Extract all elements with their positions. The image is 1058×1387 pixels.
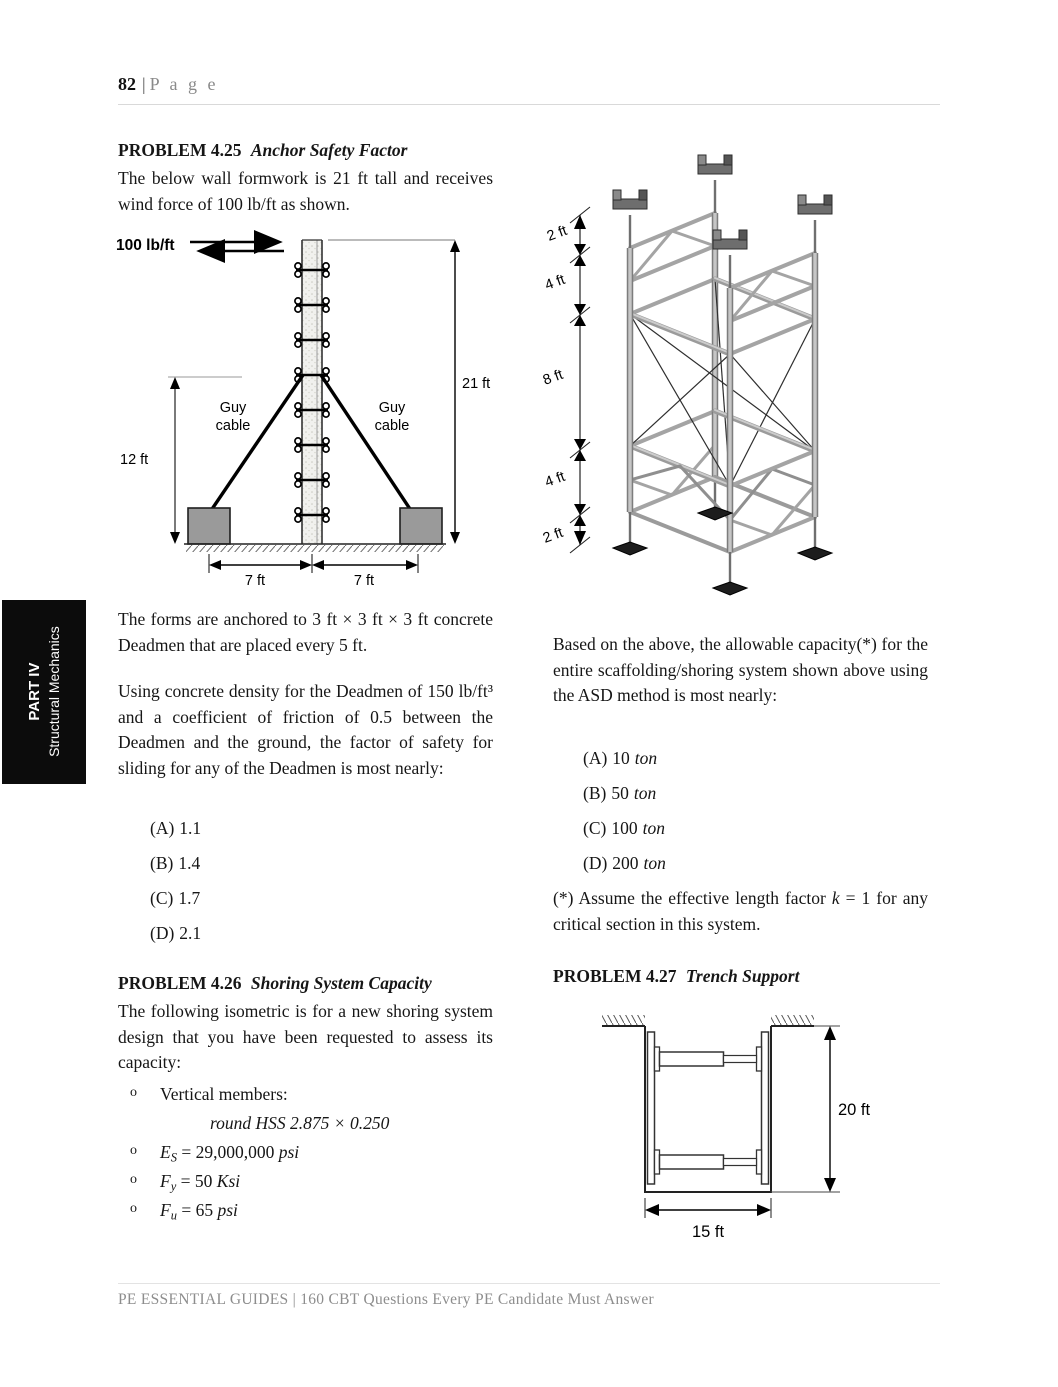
ground-surface-left	[602, 1015, 645, 1026]
bullet-marker: o	[130, 1201, 137, 1216]
option-b-value: 50	[611, 783, 629, 803]
dim-7ft-right	[312, 554, 418, 588]
option-d-value: 2.1	[179, 923, 202, 943]
problem-4-26-question: Based on the above, the allowable capacity(*) for the entire scaffolding/shoring system shown above using the ASD method is most nearly:	[553, 634, 928, 705]
scaffold-dim-line	[570, 207, 590, 553]
option-d	[150, 923, 201, 958]
problem-4-26-heading	[118, 973, 432, 994]
es-unit: psi	[278, 1142, 300, 1162]
page-header	[118, 74, 218, 95]
option-a-unit: ton	[634, 748, 658, 768]
dim-15ft	[645, 1198, 771, 1241]
option-b	[150, 853, 201, 888]
footnote-post: = 1 for any critical section in this system.	[553, 888, 928, 934]
dim-7ft-right-label: 7 ft	[353, 573, 375, 588]
dim-4ft-lower: 4 ft	[542, 468, 568, 491]
problem-4-27-label: PROBLEM 4.27	[553, 966, 677, 986]
footnote-pre: (*) Assume the effective length factor	[553, 888, 832, 908]
scaffolding-figure	[535, 135, 965, 615]
problem-4-26-bullets	[118, 1084, 493, 1229]
problem-4-25-para2: Using concrete density for the Deadmen of 150 lb/ft³ and a coefficient of friction of 0.5 between the Deadmen and the ground, the factor of safety for sliding for any of the Deadmen is most nearly:	[118, 681, 493, 778]
option-c-value: 1.7	[178, 888, 201, 908]
dim-2ft-bottom: 2 ft	[540, 524, 566, 547]
ground-surface-right	[771, 1015, 814, 1026]
fy-var: F	[160, 1171, 171, 1191]
part-tab-part: PART IV	[25, 662, 43, 722]
svg-text:cable: cable	[374, 418, 410, 434]
es-value: = 29,000,000	[181, 1142, 275, 1162]
problem-4-26-title: Shoring System Capacity	[250, 973, 432, 993]
formwork-figure	[100, 226, 520, 588]
header-separator: |	[142, 74, 146, 94]
dim-4ft-upper: 4 ft	[542, 271, 568, 294]
header-divider	[118, 104, 940, 105]
option-a-letter: (A)	[583, 748, 608, 768]
formwork-wall	[302, 240, 322, 544]
dim-2ft-top: 2 ft	[544, 222, 570, 245]
option-c-unit: ton	[642, 818, 665, 838]
svg-text:Guy: Guy	[378, 400, 406, 416]
option-b-letter: (B)	[583, 783, 607, 803]
footer-divider	[118, 1283, 940, 1284]
deadman-left	[188, 508, 230, 544]
footnote-k: k	[831, 888, 840, 908]
dim-21ft-label: 21 ft	[462, 376, 491, 392]
dim-15ft-label: 15 ft	[691, 1223, 725, 1241]
svg-text:Guy: Guy	[219, 400, 247, 416]
fy-unit: Ksi	[216, 1171, 241, 1191]
option-d-letter: (D)	[583, 853, 608, 873]
fu-value: = 65	[181, 1200, 214, 1220]
bullet-fu-eq	[160, 1200, 238, 1224]
option-a	[583, 748, 666, 783]
fy-sub: y	[170, 1179, 177, 1194]
fy-value: = 50	[180, 1171, 213, 1191]
option-a-value: 10	[612, 748, 630, 768]
option-d-value: 200	[612, 853, 639, 873]
strut-bottom	[655, 1150, 762, 1174]
bullet-marker: o	[130, 1172, 137, 1187]
option-b	[583, 783, 666, 818]
option-b-unit: ton	[633, 783, 657, 803]
problem-4-25-title: Anchor Safety Factor	[250, 140, 408, 160]
wind-load-label: 100 lb/ft	[116, 237, 175, 254]
dim-21ft	[328, 240, 490, 544]
option-c	[150, 888, 201, 923]
bullet-es	[118, 1142, 493, 1171]
strut-top	[655, 1047, 762, 1071]
ground-line	[184, 544, 446, 552]
option-c-letter: (C)	[583, 818, 607, 838]
scaffold-dim-labels	[541, 223, 569, 547]
option-b-letter: (B)	[150, 853, 174, 873]
es-var: E	[160, 1142, 171, 1162]
option-a-letter: (A)	[150, 818, 175, 838]
option-a-value: 1.1	[179, 818, 202, 838]
page-number: 82	[118, 74, 136, 94]
shoring-panel-right	[762, 1032, 769, 1184]
fu-var: F	[160, 1200, 171, 1220]
option-d	[583, 853, 666, 888]
svg-text:cable: cable	[215, 418, 251, 434]
problem-4-25-intro: The below wall formwork is 21 ft tall and receives wind force of 100 lb/ft as shown.	[118, 168, 493, 214]
bullet-marker: o	[130, 1085, 137, 1100]
deadman-right	[400, 508, 442, 544]
bullet-fy-eq	[160, 1171, 240, 1195]
dim-7ft-left-label: 7 ft	[244, 573, 266, 588]
dim-20ft	[771, 1026, 871, 1192]
option-a	[150, 818, 201, 853]
fu-sub: u	[170, 1208, 177, 1223]
bullet-vertical-members	[118, 1084, 493, 1113]
dim-7ft-left	[209, 554, 312, 588]
problem-4-25-heading	[118, 140, 407, 161]
guy-cable-label-left	[216, 400, 251, 434]
option-c	[583, 818, 666, 853]
bullet-hss-detail-text: round HSS 2.875 × 0.250	[210, 1113, 390, 1133]
footer-text: PE ESSENTIAL GUIDES | 160 CBT Questions Every PE Candidate Must Answer	[118, 1291, 655, 1308]
bullet-fu	[118, 1200, 493, 1229]
problem-4-25-options	[150, 818, 201, 958]
problem-4-26-footnote	[553, 886, 928, 937]
problem-4-26-options	[583, 748, 666, 888]
problem-4-26-label: PROBLEM 4.26	[118, 973, 242, 993]
option-b-value: 1.4	[178, 853, 201, 873]
problem-4-27-title: Trench Support	[685, 966, 800, 986]
es-sub: S	[170, 1150, 177, 1165]
problem-4-26-intro: The following isometric is for a new shoring system design that you have been requested to assess its capacity:	[118, 1001, 493, 1072]
dim-20ft-label: 20 ft	[838, 1101, 871, 1119]
problem-4-25-label: PROBLEM 4.25	[118, 140, 242, 160]
bullet-fy	[118, 1171, 493, 1200]
part-tab	[2, 600, 86, 784]
guy-cable-label-right	[375, 400, 410, 434]
problem-4-27-heading	[553, 966, 799, 987]
part-tab-text	[24, 627, 63, 758]
option-d-unit: ton	[643, 853, 666, 873]
dim-12ft-label: 12 ft	[120, 452, 149, 468]
bullet-vertical-members-label: Vertical members:	[160, 1084, 288, 1104]
scaffold-u-heads	[613, 155, 832, 249]
trench-figure	[588, 1012, 918, 1257]
fu-unit: psi	[217, 1200, 238, 1220]
bullet-es-eq	[160, 1142, 299, 1166]
wind-load-arrows	[190, 242, 284, 251]
dim-8ft-mid: 8 ft	[540, 366, 566, 389]
shoring-panel-left	[648, 1032, 655, 1184]
option-d-letter: (D)	[150, 923, 175, 943]
part-tab-subject: Structural Mechanics	[45, 626, 62, 758]
bullet-marker: o	[130, 1143, 137, 1158]
option-c-letter: (C)	[150, 888, 174, 908]
problem-4-25-para1: The forms are anchored to 3 ft × 3 ft × 3 ft concrete Deadmen that are placed every 5 ft.	[118, 609, 493, 655]
option-c-value: 100	[611, 818, 638, 838]
page-word: P a g e	[149, 74, 219, 94]
bullet-hss-detail	[118, 1113, 493, 1142]
